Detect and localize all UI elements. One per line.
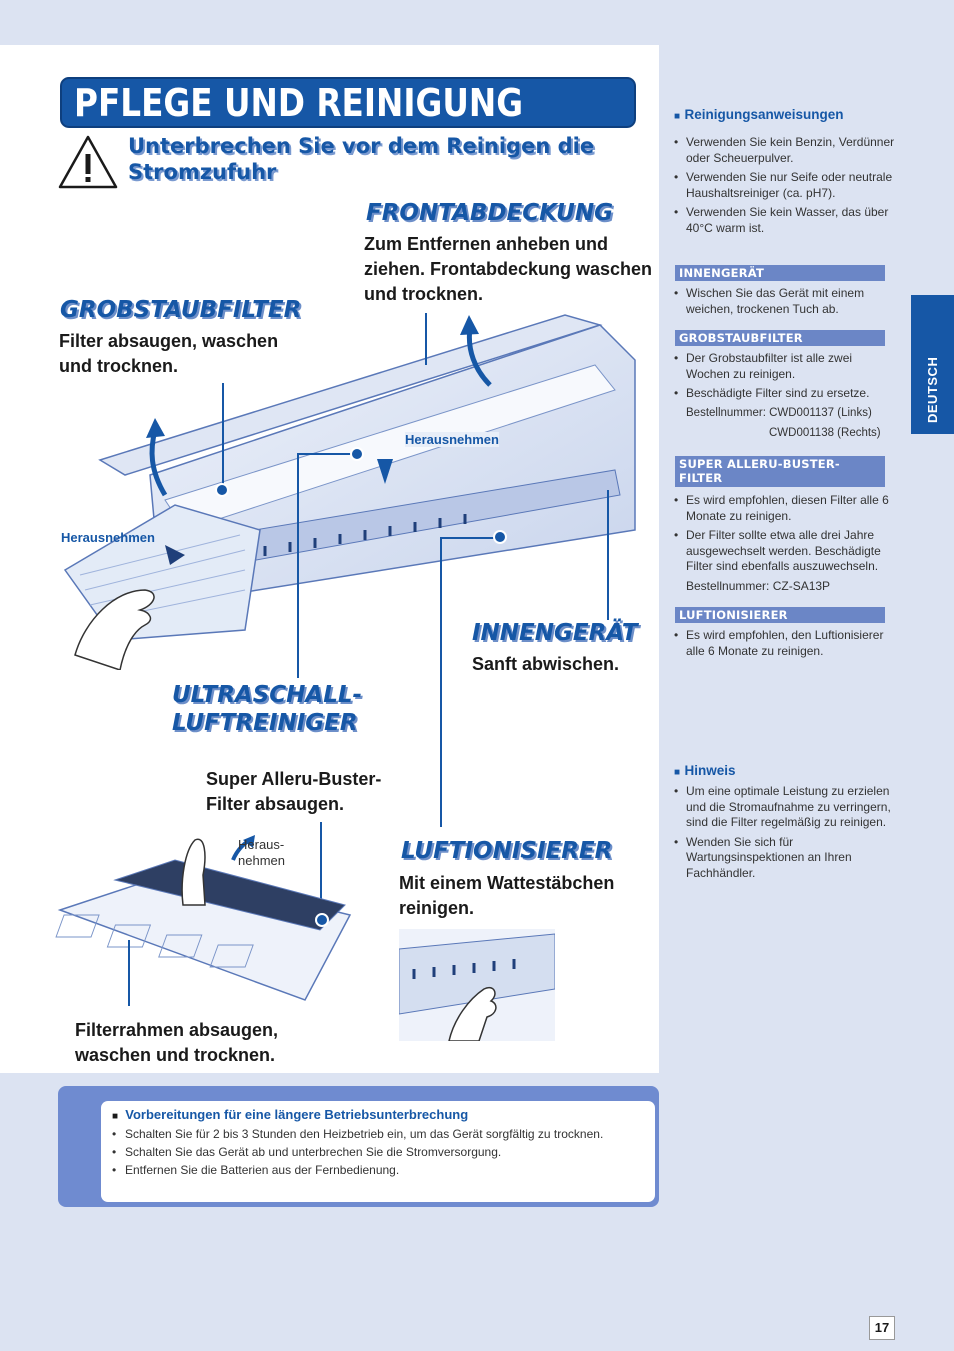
marker-grobstaubfilter (215, 483, 229, 497)
frontabdeckung-heading: FRONTABDECKUNG (366, 200, 613, 226)
list-item: • Um eine optimale Leistung zu erzielen und die Stromaufnahme zu verringern, sind die Filter regelmäßig zu reinigen. (674, 784, 898, 831)
sidebar-hinweis-heading (674, 762, 736, 780)
list-item: • Es wird empfohlen, diesen Filter alle 6 Monate zu reinigen. (674, 493, 898, 524)
bullet-square-icon: ■ (112, 1111, 119, 1122)
filterrahmen-text: Filterrahmen absaugen, waschen und trocknen. (75, 1020, 279, 1065)
bullet-square-icon: ■ (674, 111, 681, 122)
sidebar-super-bestell: Bestellnummer: CZ-SA13P (686, 579, 831, 593)
leader-ultraschall-h (297, 453, 357, 455)
innengeraet-text: Sanft abwischen. (472, 654, 620, 674)
luftionisierer-text: Mit einem Wattestäbchen reinigen. (399, 873, 615, 918)
list-item: • Schalten Sie für 2 bis 3 Stunden den Heizbetrieb ein, um das Gerät sorgfältig zu trocknen. (101, 1125, 603, 1143)
list-item: • Verwenden Sie kein Wasser, das über 40°C warm ist. (674, 205, 898, 236)
sidebar-luft-bar: LUFTIONISIERER (675, 607, 885, 623)
storage-notice-heading-text: Vorbereitungen für eine längere Betriebsunterbrechung (125, 1107, 469, 1122)
leader-ultraschall-v (297, 453, 299, 678)
grobstaubfilter-heading: GROBSTAUBFILTER (60, 297, 302, 323)
sidebar-reinigung-list (674, 135, 898, 240)
list-item: • Entfernen Sie die Batterien aus der Fernbedienung. (101, 1161, 603, 1179)
storage-notice-list (101, 1125, 603, 1179)
sidebar-grob-list (674, 351, 898, 406)
page-title: PFLEGE UND REINIGUNG (74, 81, 524, 125)
marker-luftionisierer (493, 530, 507, 544)
list-item: • Verwenden Sie nur Seife oder neutrale Haushaltsreiniger (ca. pH7). (674, 170, 898, 201)
leader-filterrahmen (128, 940, 130, 1006)
storage-notice-content (101, 1101, 655, 1202)
sidebar-grob-bar: GROBSTAUBFILTER (675, 330, 885, 346)
sidebar-column (660, 45, 954, 1351)
leader-innengeraet (607, 490, 609, 620)
leader-grobstaubfilter (222, 383, 224, 488)
ultraschall-heading-line1: ULTRASCHALL- (172, 682, 363, 708)
sidebar-hinweis-list (674, 784, 898, 885)
sidebar-innengeraet-bar: INNENGERÄT (675, 265, 885, 281)
marker-super-filter (315, 913, 329, 927)
sidebar-super-list (674, 493, 898, 579)
warning-heading: Unterbrechen Sie vor dem Reinigen die Stromzufuhr (128, 134, 595, 184)
frontabdeckung-text: Zum Entfernen anheben und ziehen. Frontabdeckung waschen und trocknen. (364, 234, 653, 304)
grobstaubfilter-text: Filter absaugen, waschen und trocknen. (59, 331, 279, 376)
luftionisierer-heading: LUFTIONISIERER (401, 838, 613, 864)
language-tab-label: DEUTSCH (925, 356, 940, 423)
list-item: • Verwenden Sie kein Benzin, Verdünner oder Scheuerpulver. (674, 135, 898, 166)
list-item: • Der Filter sollte etwa alle drei Jahre ausgewechselt werden. Beschädigte Filter sind ebenfalls auszuwechseln. (674, 528, 898, 575)
list-item: • Wenden Sie sich für Wartungsinspektionen an Ihren Fachhändler. (674, 835, 898, 882)
list-item: • Beschädigte Filter sind zu ersetze. (674, 386, 898, 402)
marker-ultraschall (350, 447, 364, 461)
sidebar-bestell-2: CWD001138 (Rechts) (769, 427, 881, 439)
list-item: • Schalten Sie das Gerät ab und unterbrechen Sie die Stromversorgung. (101, 1143, 603, 1161)
sidebar-hinweis-heading-text: Hinweis (684, 763, 736, 778)
herausnehmen-label-bottom: Heraus- nehmen (238, 837, 285, 868)
list-item: • Der Grobstaubfilter ist alle zwei Wochen zu reinigen. (674, 351, 898, 382)
sidebar-super-bar: SUPER ALLERU-BUSTER-FILTER (675, 456, 885, 487)
list-item: • Es wird empfohlen, den Luftionisierer alle 6 Monate zu reinigen. (674, 628, 898, 659)
herausnehmen-label-top: Herausnehmen (405, 432, 499, 447)
language-tab (911, 295, 954, 434)
ultraschall-heading-line2: LUFTREINIGER (172, 710, 358, 736)
ionizer-closeup-illustration (399, 929, 555, 1041)
warning-icon (57, 134, 119, 190)
leader-frontabdeckung (425, 313, 427, 365)
super-filter-text: Super Alleru-Buster- Filter absaugen. (206, 769, 382, 814)
title-bar (60, 77, 636, 128)
herausnehmen-label-left: Herausnehmen (61, 530, 155, 545)
list-item: • Wischen Sie das Gerät mit einem weichen, trockenen Tuch ab. (674, 286, 898, 317)
sidebar-bestell-1: Bestellnummer: CWD001137 (Links) (686, 407, 872, 419)
bullet-square-icon: ■ (674, 767, 681, 778)
leader-luftionisierer-h (440, 537, 498, 539)
storage-notice-heading (112, 1107, 468, 1122)
sidebar-luft-list (674, 628, 898, 663)
filter-illustration (55, 830, 355, 1005)
sidebar-reinigung-heading (674, 106, 844, 124)
page-number: 17 (869, 1316, 895, 1340)
sidebar-innengeraet-list (674, 286, 898, 321)
innengeraet-heading: INNENGERÄT (472, 620, 638, 646)
sidebar-reinigung-heading-text: Reinigungsanweisungen (684, 107, 844, 122)
leader-luftionisierer-v (440, 537, 442, 827)
